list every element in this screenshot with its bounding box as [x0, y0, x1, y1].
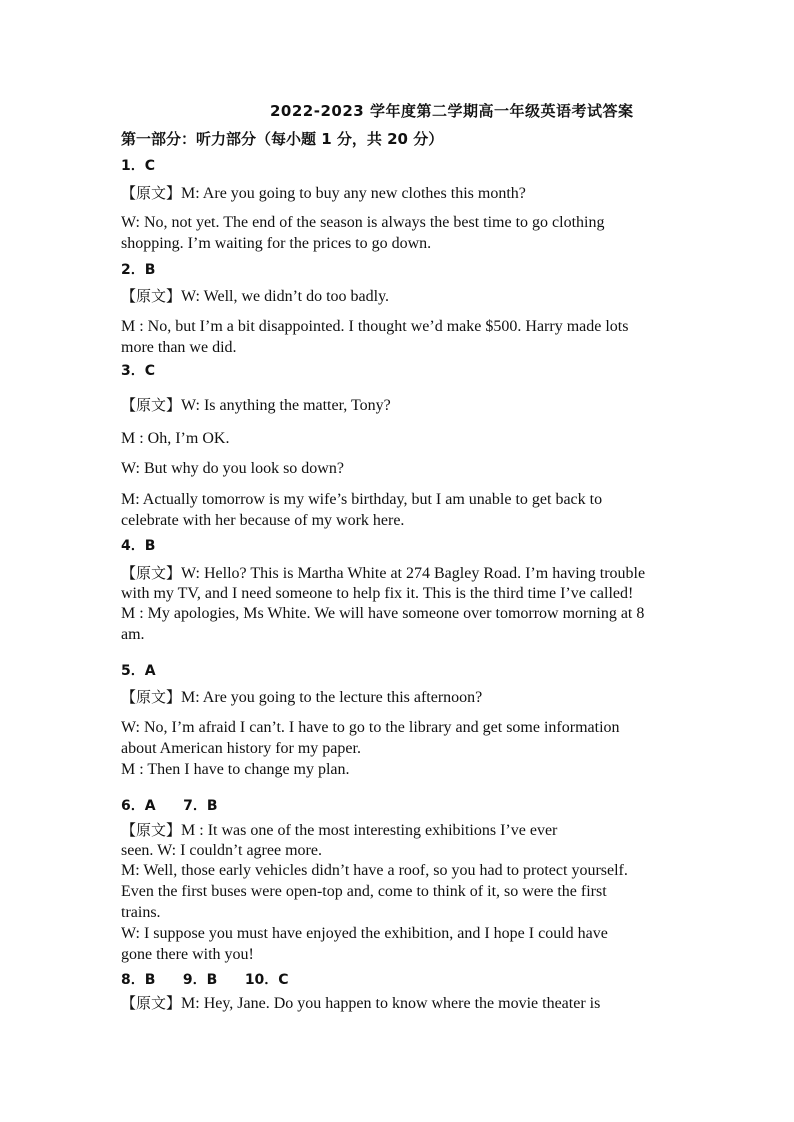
transcript-line: 【原文】M : It was one of the most interesting exhibitions I’ve ever [121, 821, 558, 839]
answer-8-10: 8．B 9．B 10．C [121, 972, 289, 988]
transcript-line: W: No, not yet. The end of the season is always the best time to go clothing [121, 214, 605, 231]
answer-2: 2．B [121, 262, 156, 278]
transcript-line: M: Actually tomorrow is my wife’s birthday, but I am unable to get back to [121, 491, 603, 508]
transcript-line: W: I suppose you must have enjoyed the exhibition, and I hope I could have [121, 925, 608, 942]
transcript-line: M : Oh, I’m OK. [121, 430, 230, 447]
transcript-tag: 【原文】 [121, 994, 182, 1012]
answer-4: 4．B [121, 538, 156, 554]
transcript-line: 【原文】M: Hey, Jane. Do you happen to know where the movie theater is [121, 994, 601, 1012]
transcript-tag: 【原文】 [121, 688, 182, 706]
transcript-line: M : Then I have to change my plan. [121, 761, 350, 778]
transcript-tag: 【原文】 [121, 564, 182, 582]
transcript-line: W: No, I’m afraid I can’t. I have to go to the library and get some information [121, 719, 620, 736]
transcript-line: Even the first buses were open-top and, come to think of it, so were the first [121, 883, 607, 900]
transcript-line: M: Well, those early vehicles didn’t have a roof, so you had to protect yourself. [121, 862, 628, 879]
answer-6-7: 6．A 7．B [121, 798, 218, 814]
transcript-tag: 【原文】 [121, 287, 182, 305]
transcript-line: M : No, but I’m a bit disappointed. I thought we’d make $500. Harry made lots [121, 318, 629, 335]
transcript-line: with my TV, and I need someone to help fix it. This is the third time I’ve called! [121, 585, 634, 602]
transcript-line: celebrate with her because of my work here. [121, 512, 405, 529]
transcript-line: gone there with you! [121, 946, 254, 963]
transcript-line: 【原文】M: Are you going to the lecture this afternoon? [121, 688, 483, 706]
transcript-line: about American history for my paper. [121, 740, 361, 757]
transcript-line: 【原文】M: Are you going to buy any new clothes this month? [121, 184, 526, 202]
transcript-line: trains. [121, 904, 161, 921]
answer-5: 5．A [121, 663, 156, 679]
answer-1: 1．C [121, 158, 156, 174]
transcript-tag: 【原文】 [121, 184, 182, 202]
transcript-line: shopping. I’m waiting for the prices to go down. [121, 235, 432, 252]
transcript-line: M : My apologies, Ms White. We will have someone over tomorrow morning at 8 [121, 605, 645, 622]
transcript-tag: 【原文】 [121, 396, 182, 414]
transcript-line: am. [121, 626, 145, 643]
document-title: 2022-2023 学年度第二学期高一年级英语考试答案 [270, 102, 634, 120]
transcript-tag: 【原文】 [121, 821, 182, 839]
transcript-line: 【原文】W: Is anything the matter, Tony? [121, 396, 391, 414]
transcript-line: 【原文】W: Hello? This is Martha White at 274 Bagley Road. I’m having trouble [121, 564, 646, 582]
transcript-line: 【原文】W: Well, we didn’t do too badly. [121, 287, 390, 305]
transcript-line: more than we did. [121, 339, 237, 356]
answer-3: 3．C [121, 363, 156, 379]
transcript-line: seen. W: I couldn’t agree more. [121, 842, 322, 859]
section-heading: 第一部分：听力部分（每小题 1 分，共 20 分） [121, 130, 444, 148]
transcript-line: W: But why do you look so down? [121, 460, 344, 477]
